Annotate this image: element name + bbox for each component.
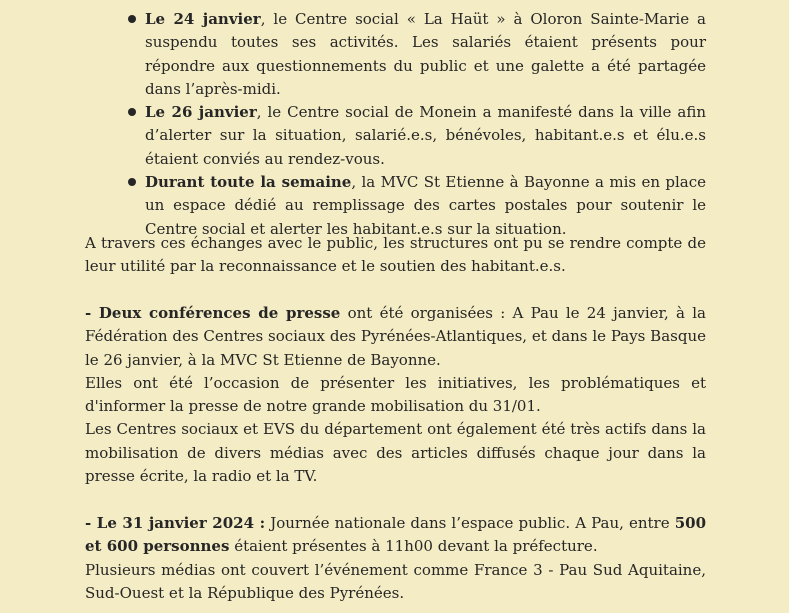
paragraph-31-janvier (85, 512, 706, 605)
bullet-icon (128, 178, 136, 186)
press-text: ont été organisées : A Pau le 24 janvier, à la Fédération des Centres sociaux des Pyrénées-Atlantiques, et dans le Pays Basque le 26 janvier, à la MVC St Etienne de Bayonne. (85, 304, 706, 369)
bullet-text: , le Centre social « La Haüt » à Oloron Sainte-Marie a suspendu toutes ses activités. Les salariés étaient présents pour répondre aux questionnements du public et une galette a été partagée dans l’après-midi. (145, 10, 706, 98)
bullet-icon (128, 108, 136, 116)
paragraph-utility: A travers ces échanges avec le public, les structures ont pu se rendre compte de leur utilité par la reconnaissance et le soutien des habitant.e.s. (85, 234, 706, 276)
bullet-date: Le 24 janvier (145, 10, 261, 28)
jan31-count: 500 et 600 personnes (85, 514, 707, 556)
jan31-media-text: Plusieurs médias ont couvert l’événement comme France 3 - Pau Sud Aquitaine, Sud-Ouest et la République des Pyrénées. (85, 560, 706, 602)
bullet-item-26-janvier (145, 101, 706, 171)
bullet-date: Le 26 janvier (145, 103, 257, 122)
press-media-text: Les Centres sociaux et EVS du département ont également été très actifs dans la mobilisation de divers médias avec des articles diffusés chaque jour dans la presse écrite, la radio et la TV. (85, 420, 706, 486)
bullet-text: , le Centre social de Monein a manifesté dans la ville afin d’alerter sur la situation, salarié.e.s, bénévoles, habitant.e.s et élu.e.s étaient conviés au rendez-vous. (145, 103, 706, 168)
jan31-heading: - Le 31 janvier 2024 : (85, 514, 266, 532)
press-heading: - Deux conférences de presse (85, 304, 341, 322)
bullet-date: Durant toute la semaine (145, 173, 352, 192)
bullet-item-24-janvier (145, 8, 706, 101)
events-bullet-list (145, 8, 706, 241)
bullet-item-semaine (145, 171, 706, 241)
paragraph-press-conferences (85, 302, 706, 488)
jan31-text: Journée nationale dans l’espace public. A Pau, entre (265, 514, 675, 532)
bullet-icon (128, 15, 136, 23)
press-occasion-text: Elles ont été l’occasion de présenter les initiatives, les problématiques et d'informer la presse de notre grande mobilisation du 31/01. (85, 373, 706, 416)
jan31-text-end: étaient présentes à 11h00 devant la préfecture. (229, 537, 598, 556)
bullet-text: , la MVC St Etienne à Bayonne a mis en place un espace dédié au remplissage des cartes postales pour soutenir le Centre social et alerter les habitant.e.s sur la situation. (145, 173, 706, 238)
